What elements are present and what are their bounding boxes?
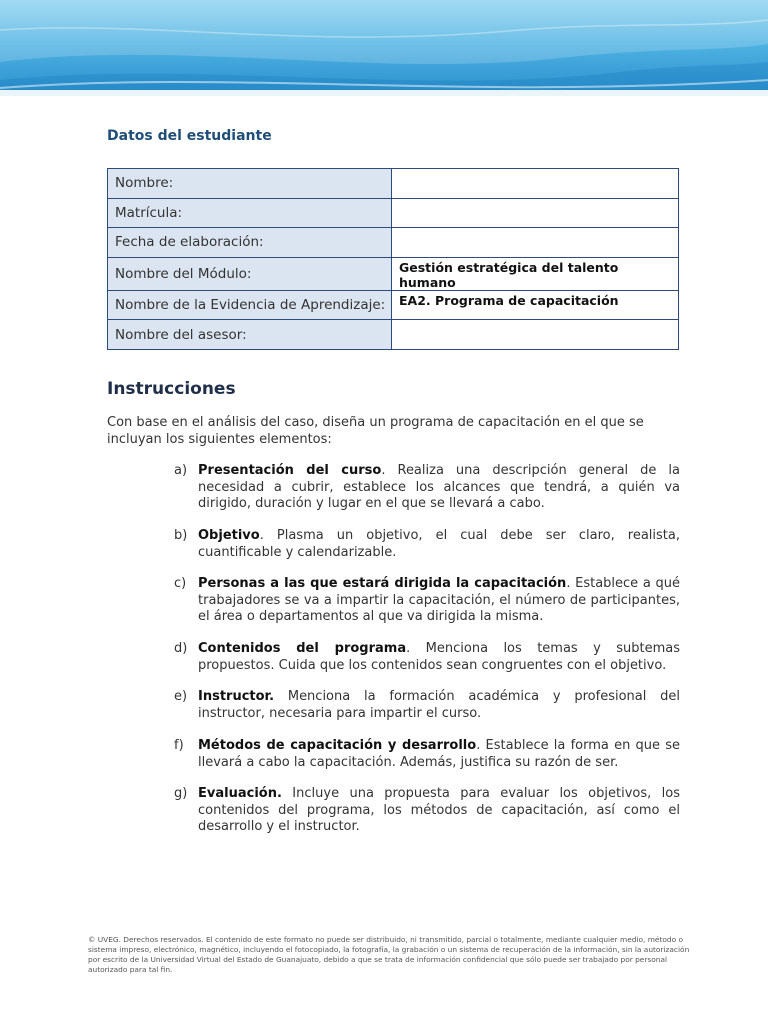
- list-marker: e): [174, 689, 188, 704]
- field-label: Nombre:: [108, 169, 392, 199]
- field-label: Fecha de elaboración:: [108, 228, 392, 258]
- field-label: Nombre del asesor:: [108, 320, 392, 350]
- field-value[interactable]: EA2. Programa de capacitación: [392, 290, 679, 320]
- list-item: [174, 641, 680, 674]
- list-item-description: Incluye una propuesta para evaluar los objetivos, los contenidos del programa, los métodos de capacitación, así como el desarrollo y el instructor.: [198, 786, 680, 834]
- field-label: Matrícula:: [108, 198, 392, 228]
- list-marker: c): [174, 576, 187, 591]
- list-item-text: [198, 463, 680, 513]
- list-item: [174, 738, 680, 771]
- instructions-heading: Instrucciones: [107, 379, 236, 399]
- list-item-text: [198, 528, 680, 561]
- field-label: Nombre de la Evidencia de Aprendizaje:: [108, 290, 392, 320]
- list-marker: b): [174, 528, 188, 543]
- list-item-description: . Plasma un objetivo, el cual debe ser claro, realista, cuantificable y calendarizable.: [198, 528, 680, 560]
- table-row: [108, 198, 679, 228]
- student-data-table: [107, 168, 679, 350]
- copyright-footer: © UVEG. Derechos reservados. El contenido de este formato no puede ser distribuido, ni transmitido, parcial o totalmente, mediante cualquier medio, método o sistema impreso, electrónico, magnético, incluyendo el fotocopiado, la fotografía, la grabación o un sistema de recuperación de la información, sin la autorización por escrito de la Universidad Virtual del Estado de Guanajuato, debido a que se trata de información confidencial que sólo puede ser trabajado por personal autorizado para tal fin.: [88, 935, 690, 974]
- list-item: [174, 528, 680, 561]
- list-item-title: Evaluación.: [198, 786, 282, 801]
- list-item: [174, 576, 680, 626]
- field-value[interactable]: [392, 198, 679, 228]
- field-value[interactable]: [392, 228, 679, 258]
- list-item-text: [198, 689, 680, 722]
- list-item-title: Contenidos del programa: [198, 641, 407, 656]
- field-label: Nombre del Módulo:: [108, 257, 392, 290]
- list-item-title: Presentación del curso: [198, 463, 382, 478]
- table-row: [108, 257, 679, 290]
- field-value[interactable]: Gestión estratégica del talento humano: [392, 257, 679, 290]
- list-item-title: Métodos de capacitación y desarrollo: [198, 738, 477, 753]
- instructions-intro: Con base en el análisis del caso, diseña un programa de capacitación en el que se incluyan los siguientes elementos:: [107, 415, 644, 447]
- list-item-text: [198, 576, 680, 626]
- list-item-title: Personas a las que estará dirigida la capacitación: [198, 576, 567, 591]
- list-item-text: [198, 641, 680, 674]
- table-row: [108, 290, 679, 320]
- banner-wave-graphic: [0, 0, 768, 96]
- list-item-title: Instructor.: [198, 689, 275, 704]
- list-item-description: . Realiza una descripción general de la necesidad a cubrir, establece los alcances que tendrá, a quién va dirigido, duración y lugar en el que se llevará a cabo.: [198, 463, 680, 511]
- list-item-title: Objetivo: [198, 528, 260, 543]
- list-item-description: . Menciona los temas y subtemas propuestos. Cuida que los contenidos sean congruentes con el objetivo.: [198, 641, 680, 673]
- list-item-text: [198, 738, 680, 771]
- table-row: [108, 228, 679, 258]
- table-row: [108, 169, 679, 199]
- list-marker: d): [174, 641, 188, 656]
- list-item-description: . Establece la forma en que se llevará a cabo la capacitación. Además, justifica su razón de ser.: [198, 738, 681, 770]
- list-marker: g): [174, 786, 188, 801]
- list-item-description: . Establece a qué trabajadores se va a impartir la capacitación, el número de participantes, el área o departamentos al que va dirigida la misma.: [198, 576, 681, 624]
- field-value[interactable]: [392, 320, 679, 350]
- header-banner: [0, 0, 768, 96]
- list-item: [174, 463, 680, 513]
- list-item-description: Menciona la formación académica y profesional del instructor, necesaria para impartir el curso.: [198, 689, 680, 721]
- table-row: [108, 320, 679, 350]
- list-marker: f): [174, 738, 184, 753]
- list-item-text: [198, 786, 680, 836]
- list-item: [174, 689, 680, 722]
- list-marker: a): [174, 463, 188, 478]
- field-value[interactable]: [392, 169, 679, 199]
- list-item: [174, 786, 680, 836]
- section-title-datos: Datos del estudiante: [107, 128, 272, 144]
